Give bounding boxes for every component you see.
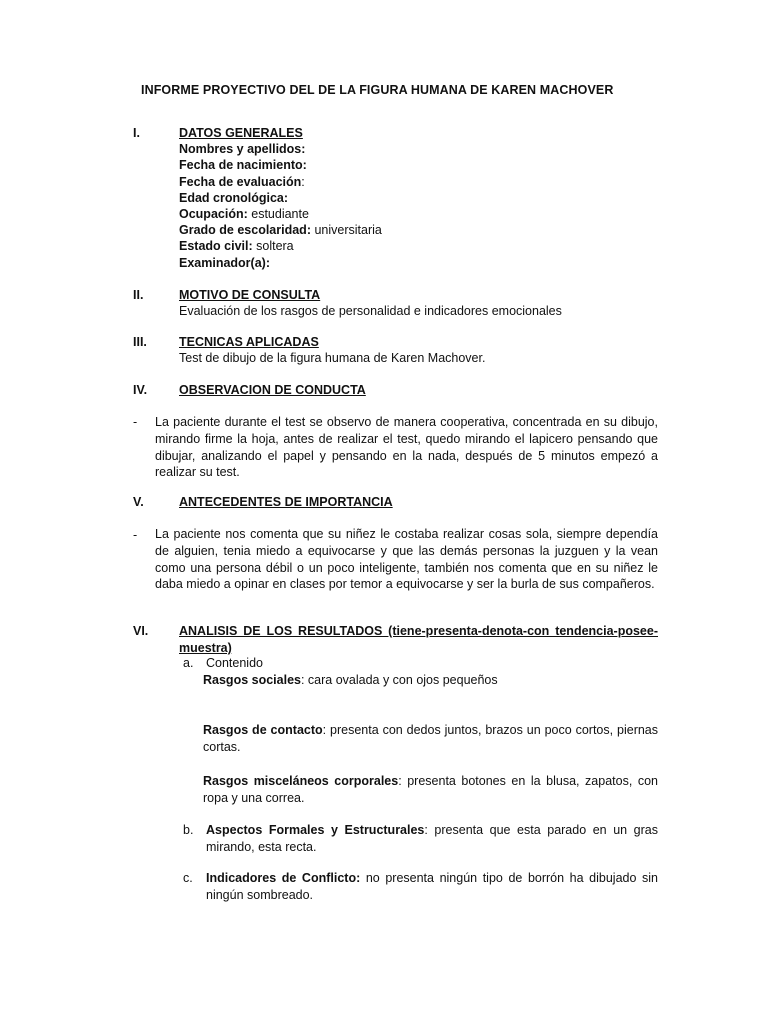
section-2-number: II. <box>133 288 144 302</box>
field-fecha-evaluacion: Fecha de evaluación: <box>179 175 305 189</box>
item-a-label: a. <box>183 656 194 670</box>
document-title: INFORME PROYECTIVO DEL DE LA FIGURA HUMANA DE KAREN MACHOVER <box>141 83 614 97</box>
section-5-title: ANTECEDENTES DE IMPORTANCIA <box>179 495 393 509</box>
item-b-label: b. <box>183 823 194 837</box>
section-5-number: V. <box>133 495 144 509</box>
section-4-paragraph: La paciente durante el test se observo de manera cooperativa, concentrada en su dibujo, mirando firme la hoja, antes de realizar el test, quedo mirando el lapicero pensando que dibujar, analizando el papel y pensando en la nada, después de 5 minutos empezó a realizar su test. <box>155 415 658 480</box>
section-4-bullet: - <box>133 415 138 429</box>
rasgos-sociales: Rasgos sociales: cara ovalada y con ojos pequeños <box>203 673 498 687</box>
section-5-bullet: - <box>133 528 138 542</box>
section-6-number: VI. <box>133 624 149 638</box>
section-2-text: Evaluación de los rasgos de personalidad e indicadores emocionales <box>179 304 562 318</box>
section-1-title: DATOS GENERALES <box>179 126 303 140</box>
section-5-paragraph: La paciente nos comenta que su niñez le costaba realizar cosas sola, siempre dependía de alguien, tenia miedo a equivocarse y que las demás personas la juzguen y la vean como una persona débil o un poco inteligente, también nos comenta que en su niñez le daba miedo a opinar en clases por temor a equivocarse y ser la burla de sus compañeros. <box>155 527 658 592</box>
field-grado-escolaridad: Grado de escolaridad: universitaria <box>179 223 382 237</box>
field-estado-civil: Estado civil: soltera <box>179 239 294 253</box>
item-b-text: Aspectos Formales y Estructurales: presenta que esta parado en un gras mirando, esta recta. <box>206 823 658 854</box>
field-edad: Edad cronológica: <box>179 191 289 205</box>
item-c-label: c. <box>183 871 193 885</box>
section-4-number: IV. <box>133 383 148 397</box>
rasgos-contacto: Rasgos de contacto: presenta con dedos juntos, brazos un poco cortos, piernas cortas. <box>203 723 659 754</box>
field-nombres: Nombres y apellidos: <box>179 142 306 156</box>
section-2-title: MOTIVO DE CONSULTA <box>179 288 321 302</box>
item-a-text: Contenido <box>206 656 263 670</box>
section-3-title: TECNICAS APLICADAS <box>179 335 319 349</box>
section-6-title: ANALISIS DE LOS RESULTADOS (tiene-presenta-denota-con tendencia-posee-muestra) <box>179 624 658 655</box>
field-examinador: Examinador(a): <box>179 256 270 270</box>
field-fecha-nacimiento: Fecha de nacimiento: <box>179 158 307 172</box>
section-3-text: Test de dibujo de la figura humana de Karen Machover. <box>179 351 486 365</box>
rasgos-miscelaneos: Rasgos misceláneos corporales: presenta botones en la blusa, zapatos, con ropa y una correa. <box>203 774 658 805</box>
section-4-title: OBSERVACION DE CONDUCTA <box>179 383 366 397</box>
section-1-number: I. <box>133 126 140 140</box>
section-3-number: III. <box>133 335 147 349</box>
field-ocupacion: Ocupación: estudiante <box>179 207 309 221</box>
item-c-text: Indicadores de Conflicto: no presenta ningún tipo de borrón ha dibujado sin ningún sombreado. <box>206 871 658 902</box>
